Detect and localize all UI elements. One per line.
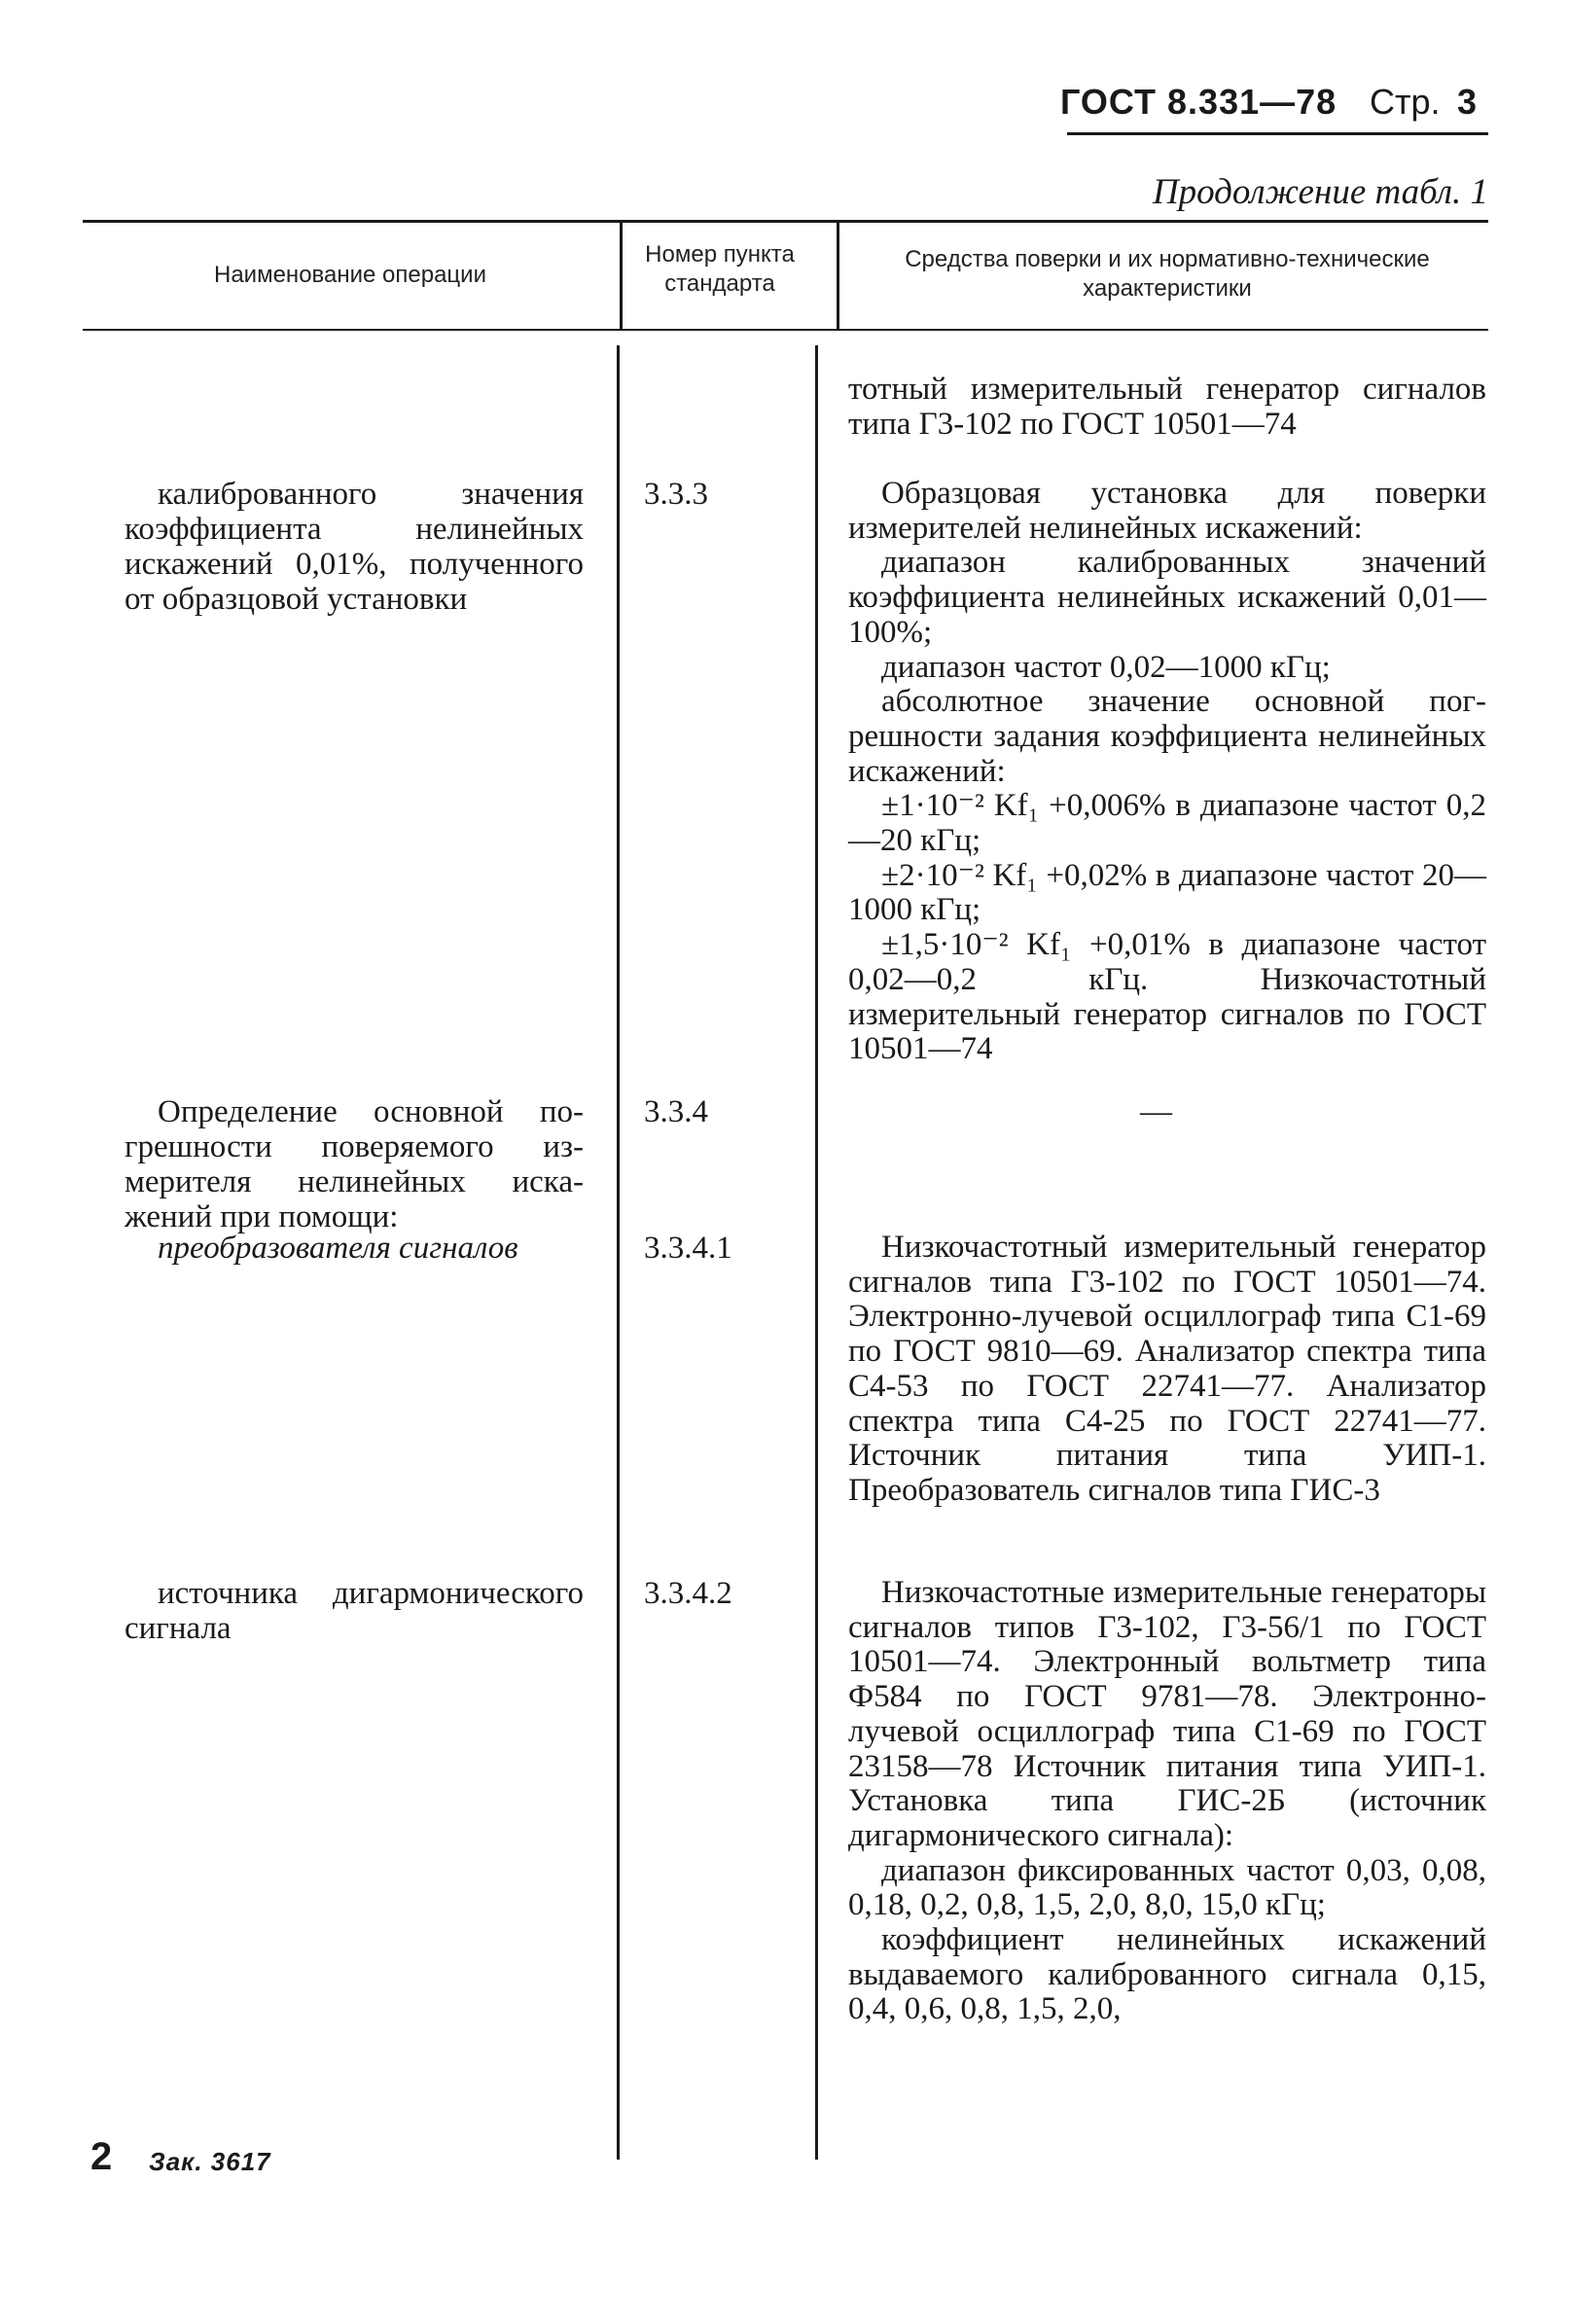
page-label: Стр.: [1370, 82, 1441, 122]
column-divider-1: [617, 345, 620, 2160]
means-paragraph: абсолютное значение основной погрешности задания коэффициента нелинейных искажений:: [848, 684, 1486, 789]
table-row-3-means: [848, 1231, 1486, 1509]
table-row-4-clause: 3.3.4.2: [644, 1576, 732, 1611]
table-row-0-means: [848, 373, 1486, 442]
means-paragraph: ±2·10⁻² Kf₁ +0,02% в диапазоне частот 20—1000 кГц;: [848, 857, 1486, 928]
footer-page-number: 2: [90, 2135, 113, 2178]
table-row-4-operation: источника дигармонического сигнала: [125, 1576, 584, 1646]
header-divider-2: [837, 222, 839, 329]
column-header-operation: Наименование операции: [214, 262, 486, 288]
table-row-2-means: —: [1140, 1094, 1172, 1129]
header-rule: [1067, 132, 1488, 135]
standard-number: ГОСТ 8.331—78: [1060, 82, 1337, 122]
means-paragraph: ±1,5·10⁻² Kf₁ +0,01% в диапазоне частот 0,02—0,2 кГц. Низкочастотный измерительный генератор сигналов по ГОСТ 10501—74: [848, 927, 1486, 1067]
means-paragraph: ±1·10⁻² Kf₁ +0,006% в диапазоне частот 0,2—20 кГц;: [848, 788, 1486, 859]
means-paragraph: диапазон калиброванных значений коэффициента нелинейных искажений 0,01—100%;: [848, 545, 1486, 650]
table-top-rule: [83, 220, 1488, 223]
table-row-1-operation: калиброванного значения коэффициента нелинейных искажений 0,01%, полученного от образцовой установки: [125, 477, 584, 617]
column-header-clause: Номер пункта стандарта: [645, 241, 795, 297]
table-row-3-clause: 3.3.4.1: [644, 1231, 732, 1266]
means-paragraph: диапазон фиксированных частот 0,03, 0,08, 0,18, 0,2, 0,8, 1,5, 2,0, 8,0, 15,0 кГц;: [848, 1852, 1486, 1923]
means-paragraph: Низкочастотный измерительный генератор сигналов типа Г3-102 по ГОСТ 10501—74. Электронно-лучевой осциллограф типа С1-69 по ГОСТ 9810—69. Анализатор спектра типа С4-53 по ГОСТ 22741—77. Анализатор спектра типа С4-25 по ГОСТ 22741—77. Источник питания типа УИП-1. Преобразователь сигналов типа ГИС-3: [848, 1230, 1486, 1508]
table-header-rule: [83, 329, 1488, 331]
header-divider-1: [620, 222, 623, 329]
table-row-3-operation: преобразователя сигналов: [158, 1231, 518, 1266]
table-row-1-clause: 3.3.3: [644, 477, 708, 512]
table-continuation-caption: Продолжение табл. 1: [1152, 172, 1488, 212]
table-row-4-means: [848, 1576, 1486, 2027]
means-paragraph: Образцовая установка для поверки измерителей нелинейных искажений:: [848, 476, 1486, 546]
page-number: 3: [1457, 82, 1478, 122]
means-paragraph: диапазон частот 0,02—1000 кГц;: [881, 649, 1331, 685]
table-row-1-means: [848, 477, 1486, 1067]
means-paragraph: коэффициент нелинейных искажений выдаваемого калиброванного сигнала 0,15, 0,4, 0,6, 0,8, 1,5, 2,0,: [848, 1922, 1486, 2027]
column-header-means: Средства поверки и их нормативно-технические характеристики: [905, 246, 1430, 302]
means-paragraph: Низкочастотные измерительные генераторы сигналов типов Г3-102, Г3-56/1 по ГОСТ 10501—74. Электронный вольтметр типа Ф584 по ГОСТ 9781—78. Электронно-лучевой осциллограф типа С1-69 по ГОСТ 23158—78 Источник питания типа УИП-1. Установка типа ГИС-2Б (источник дигармонического сигнала):: [848, 1575, 1486, 1853]
table-row-2-operation: Определение основной погрешности поверяемого измерителя нелинейных искажений при помощи:: [125, 1094, 584, 1234]
table-row-2-clause: 3.3.4: [644, 1094, 708, 1129]
footer-order-number: Зак. 3617: [149, 2147, 271, 2176]
page-header: [1060, 82, 1488, 126]
means-paragraph: тотный измерительный генератор сигналов типа Г3-102 по ГОСТ 10501—74: [848, 372, 1486, 442]
